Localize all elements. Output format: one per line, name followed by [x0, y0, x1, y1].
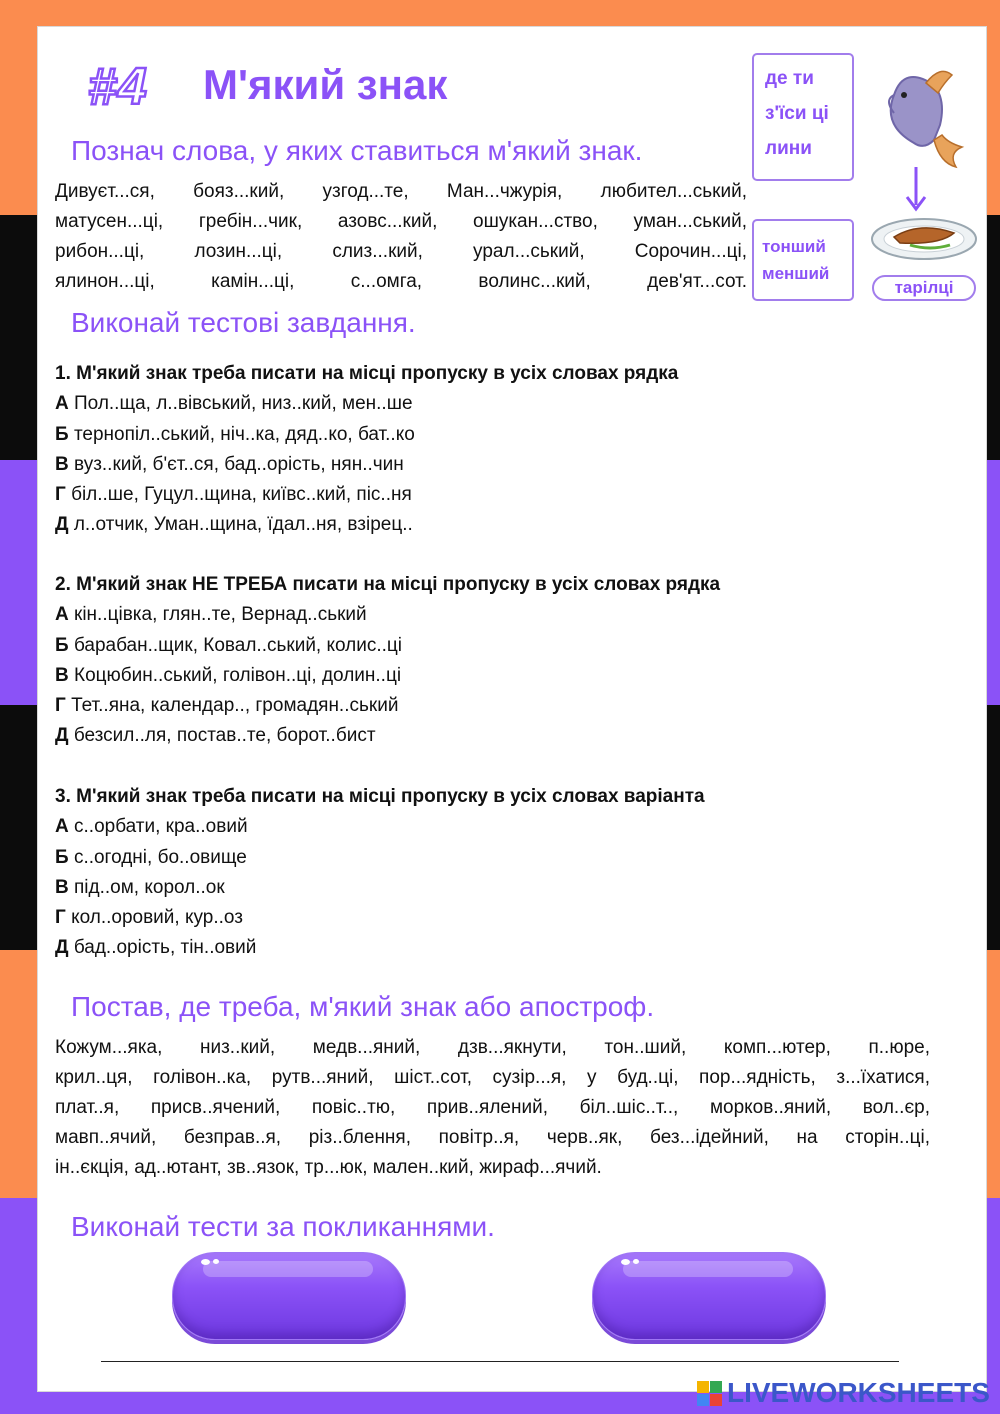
option-text: кол..оровий, кур..оз — [71, 907, 243, 929]
section-heading-tests: Виконай тестові завдання. — [71, 307, 416, 338]
section-heading-mark-words: Познач слова, у яких ставиться м'який знак. — [71, 135, 643, 166]
comparative-box — [752, 219, 854, 301]
worksheet-page — [37, 26, 987, 1392]
answer-option[interactable] — [55, 843, 935, 873]
answer-option[interactable] — [55, 480, 935, 510]
option-letter: А — [55, 393, 69, 415]
answer-option[interactable] — [55, 933, 935, 963]
liveworksheets-logo[interactable]: LIVEWORKSHEETS — [727, 1377, 990, 1408]
option-text: Пол..ща, л..вівський, низ..кий, мен..ше — [74, 393, 413, 415]
test-link-button-2[interactable] — [592, 1252, 826, 1340]
section-heading-link-tests: Виконай тести за покликаннями. — [71, 1211, 495, 1242]
answer-option[interactable] — [55, 600, 935, 630]
question-title: 2. М'який знак НЕ ТРЕБА писати на місці пропуску в усіх словах рядка — [55, 574, 721, 595]
option-letter: Г — [55, 907, 66, 929]
word-line: ін..єкція, ад..ютант, зв..язок, тр...юк, мален..кий, жираф...ячий. — [55, 1157, 602, 1178]
liveworksheets-logo-icon — [697, 1381, 723, 1407]
option-text: с..орбати, кра..овий — [74, 816, 248, 838]
option-letter: В — [55, 453, 69, 475]
button-highlight — [623, 1261, 793, 1277]
plate-label: тарілці — [872, 275, 976, 301]
plate-icon — [870, 215, 978, 265]
option-letter: Б — [55, 423, 69, 445]
option-letter: В — [55, 876, 69, 898]
question-2 — [55, 570, 935, 752]
option-letter: А — [55, 604, 69, 626]
riddle-line: лини — [765, 138, 812, 159]
riddle-line: де ти — [765, 68, 814, 89]
option-letter: А — [55, 816, 69, 838]
button-sparkle — [633, 1259, 639, 1264]
riddle-line: з'їси ці — [765, 103, 829, 124]
button-sparkle — [201, 1259, 210, 1265]
fish-icon — [864, 55, 970, 175]
word-line: крил..ця, голівон..ка, рутв...яний, шіст..сот, сузір...я, у буд..ці, пор...ядність, з...їхатися, — [55, 1067, 930, 1088]
answer-option[interactable] — [55, 873, 935, 903]
answer-option[interactable] — [55, 631, 935, 661]
answer-option[interactable] — [55, 389, 935, 419]
answer-option[interactable] — [55, 450, 935, 480]
option-text: безсил..ля, постав..те, борот..бист — [73, 725, 376, 747]
worksheet-number: #4 — [88, 58, 148, 116]
comparative-line: менший — [762, 264, 830, 283]
question-title: 3. М'який знак треба писати на місці пропуску в усіх словах варіанта — [55, 786, 705, 807]
question-title: 1. М'який знак треба писати на місці пропуску в усіх словах рядка — [55, 363, 679, 384]
word-line: рибон...ці, лозин...ці, слиз...кий, урал...ський, Сорочин...ці, — [55, 241, 747, 262]
option-text: кін..цівка, глян..те, Вернад..ський — [74, 604, 367, 626]
word-line: Кожум...яка, низ..кий, медв...яний, дзв...якнути, тон..ший, комп...ютер, п..юре, — [55, 1037, 930, 1058]
answer-option[interactable] — [55, 721, 935, 751]
option-text: л..отчик, Уман..щина, їдал..ня, взірец.. — [73, 514, 413, 536]
option-text: під..ом, корол..ок — [74, 876, 225, 898]
option-text: Тет..яна, календар.., громадян..ський — [71, 695, 399, 717]
arrow-down-icon — [904, 165, 928, 213]
answer-option[interactable] — [55, 812, 935, 842]
button-highlight — [203, 1261, 373, 1277]
option-text: вуз..кий, б'єт..ся, бад..орість, нян..чин — [74, 453, 404, 475]
option-text: барабан..щик, Ковал..ський, колис..ці — [73, 634, 403, 656]
option-letter: В — [55, 664, 69, 686]
option-letter: Д — [55, 937, 69, 959]
button-sparkle — [621, 1259, 630, 1265]
question-3 — [55, 782, 935, 964]
option-text: тернопіл..ський, ніч..ка, дяд..ко, бат..ко — [73, 423, 415, 445]
option-letter: Б — [55, 634, 69, 656]
option-letter: Д — [55, 514, 69, 536]
answer-option[interactable] — [55, 420, 935, 450]
word-line: матусен...ці, гребін...чик, азовс...кий, ошукан...ство, уман...ський, — [55, 211, 747, 232]
answer-option[interactable] — [55, 903, 935, 933]
option-letter: Г — [55, 484, 66, 506]
option-letter: Д — [55, 725, 69, 747]
test-link-button-1[interactable] — [172, 1252, 406, 1340]
word-list-mark — [55, 177, 747, 297]
word-line: ялинон...ці, камін...ці, с...омга, волинс...кий, дев'ят...сот. — [55, 271, 747, 292]
button-sparkle — [213, 1259, 219, 1264]
word-list-fill — [55, 1033, 930, 1183]
option-text: с..огодні, бо..овище — [73, 846, 247, 868]
option-text: Коцюбин..ський, голівон..ці, долин..ці — [74, 664, 402, 686]
option-letter: Г — [55, 695, 66, 717]
divider-line — [101, 1361, 899, 1362]
section-heading-soft-sign-apostrophe: Постав, де треба, м'який знак або апостроф. — [71, 991, 655, 1022]
answer-option[interactable] — [55, 510, 935, 540]
question-1 — [55, 359, 935, 541]
word-line: Дивуєт...ся, бояз...кий, узгод...те, Ман...чжурія, любител...ський, — [55, 181, 747, 202]
riddle-box — [752, 53, 854, 181]
answer-option[interactable] — [55, 661, 935, 691]
page-title: М'який знак — [203, 61, 448, 108]
option-text: бад..орість, тін..овий — [73, 937, 257, 959]
option-letter: Б — [55, 846, 69, 868]
word-line: мавп..ячий, безправ..я, різ..блення, повітр..я, черв..як, без...ідейний, на сторін..ці, — [55, 1127, 930, 1148]
option-text: біл..ше, Гуцул..щина, київс..кий, піс..ня — [71, 484, 412, 506]
comparative-line: тонший — [762, 237, 826, 256]
word-line: плат..я, присв..ячений, повіс..тю, прив..ялений, біл..шіс..т.., морков..яний, вол..єр, — [55, 1097, 930, 1118]
answer-option[interactable] — [55, 691, 935, 721]
